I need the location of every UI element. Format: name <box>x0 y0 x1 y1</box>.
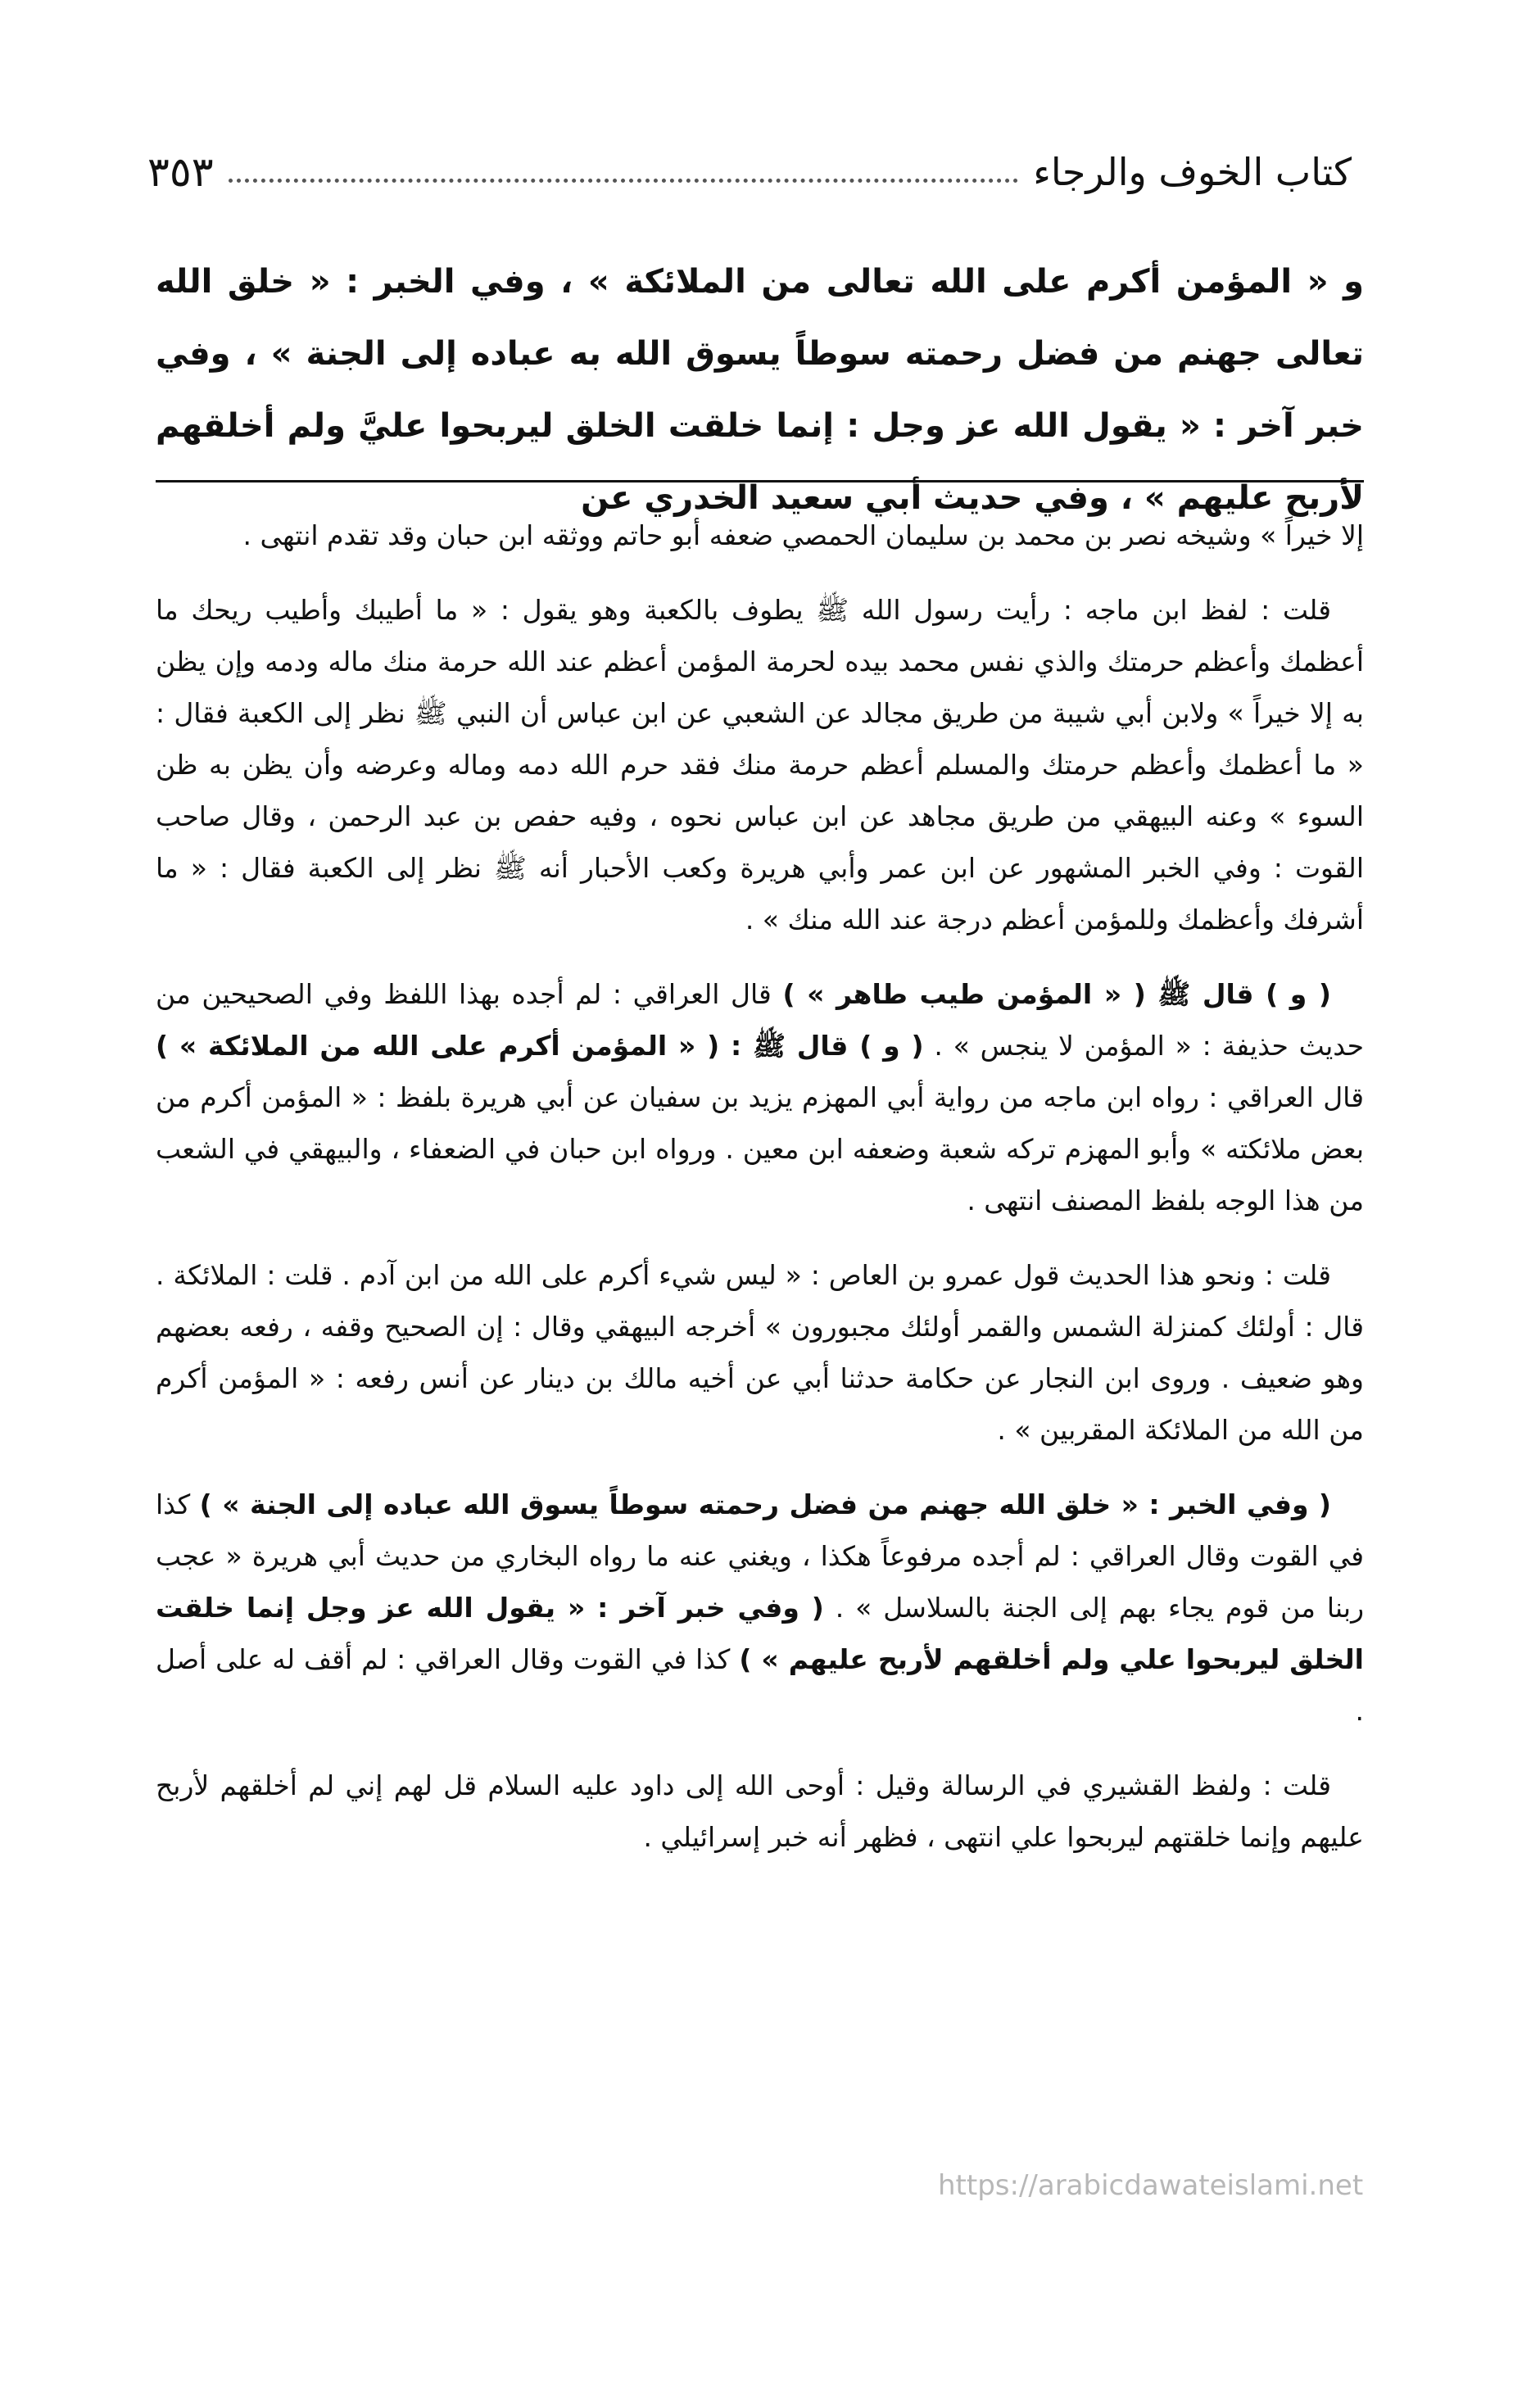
quoted-hadith: ( وفي خبر آخر : « يقول الله عز وجل إنما خلقت الخلق ليربحوا علي ولم أخلقهم لأربح عليهم » ) <box>156 1592 1364 1675</box>
page-header <box>147 139 1352 205</box>
note-text: قال العراقي : رواه ابن ماجه من رواية أبي المهزم يزيد بن سفيان عن أبي هريرة بلفظ : « المؤمن أكرم من بعض ملائكته » وأبو المهزم تركه شعبة وضعفه ابن معين . ورواه ابن حبان في الضعفاء ، والبيهقي في الشعب من هذا الوجه بلفظ المصنف انتهى . <box>156 1081 1364 1216</box>
note-paragraph-3 <box>156 968 1364 1226</box>
note-paragraph-5 <box>156 1479 1364 1737</box>
note-paragraph-4: قلت : ونحو هذا الحديث قول عمرو بن العاص : « ليس شيء أكرم على الله من ابن آدم . قلت : الملائكة . قال : أولئك كمنزلة الشمس والقمر أولئك مجبورون » أخرجه البيهقي وقال : إن الصحيح وقفه ، رفعه بعضهم وهو ضعيف . وروى ابن النجار عن حكامة حدثنا أبي عن أخيه مالك بن دينار عن أنس رفعه : « المؤمن أكرم من الله من الملائكة المقربين » . <box>156 1259 1364 1446</box>
header-dot-leader <box>229 179 1019 183</box>
note-paragraph-2: قلت : لفظ ابن ماجه : رأيت رسول الله ﷺ يطوف بالكعبة وهو يقول : « ما أطيبك وأطيب ريحك ما أعظمك وأعظم حرمتك والذي نفس محمد بيده لحرمة المؤمن أعظم عند الله حرمة منك ماله ودمه وإن يظن به إلا خيراً » ولابن أبي شيبة من طريق مجالد عن الشعبي عن ابن عباس أن النبي ﷺ نظر إلى الكعبة فقال : « ما أعظمك وأعظم حرمتك والمسلم أعظم حرمة منك فقد حرم الله دمه وماله وعرضه وأن يظن به ظن السوء » وعنه البيهقي من طريق مجاهد عن ابن عباس نحوه ، وفيه حفص بن عبد الرحمن ، وقال صاحب القوت : وفي الخبر المشهور عن ابن عمر وأبي هريرة وكعب الأحبار أنه ﷺ نظر إلى الكعبة فقال : « ما أشرفك وأعظمك وللمؤمن أعظم درجة عند الله منك » . <box>156 594 1364 936</box>
watermark-url: https://arabicdawateislami.net <box>938 2169 1364 2202</box>
quoted-hadith: ( و ) قال ﷺ ( « المؤمن طيب طاهر » ) <box>782 978 1331 1010</box>
quoted-hadith: ( وفي الخبر : « خلق الله جهنم من فضل رحمته سوطاً يسوق الله عباده إلى الجنة » ) <box>199 1488 1331 1520</box>
book-title: كتاب الخوف والرجاء <box>1033 150 1352 194</box>
page-number: ٣٥٣ <box>147 148 214 196</box>
note-text: قال العراقي : لم أجده بهذا اللفظ وفي الصحيحين من حديث حذيفة : « المؤمن لا ينجس » . <box>156 978 1364 1062</box>
note-text: كذا في القوت وقال العراقي : لم أقف له على أصل . <box>156 1643 1364 1727</box>
note-paragraph-1: إلا خيراً » وشيخه نصر بن محمد بن سليمان الحمصي ضعفه أبو حاتم ووثقه ابن حبان وقد تقدم انتهى . <box>242 519 1364 551</box>
quoted-hadith: ( و ) قال ﷺ : ( « المؤمن أكرم على الله من الملائكة » ) <box>156 1030 924 1062</box>
note-paragraph-6: قلت : ولفظ القشيري في الرسالة وقيل : أوحى الله إلى داود عليه السلام قل لهم إني لم أخلقهم لأربح عليهم وإنما خلقتهم ليربحوا علي انتهى ، فظهر أنه خبر إسرائيلي . <box>156 1769 1364 1853</box>
footnote-divider <box>156 480 1364 482</box>
commentary <box>156 510 1364 1886</box>
main-text: و « المؤمن أكرم على الله تعالى من الملائكة » ، وفي الخبر : « خلق الله تعالى جهنم من فضل رحمته سوطاً يسوق الله به عباده إلى الجنة » ، وفي خبر آخر : « يقول الله عز وجل : إنما خلقت الخلق ليربحوا عليَّ ولم أخلقهم لأربح عليهم » ، وفي حديث أبي سعيد الخدري عن <box>156 263 1364 517</box>
note-text: كذا في القوت وقال العراقي : لم أجده مرفوعاً هكذا ، ويغني عنه ما رواه البخاري من حديث أبي هريرة « عجب ربنا من قوم يجاء بهم إلى الجنة بالسلاسل » . <box>156 1488 1365 1624</box>
